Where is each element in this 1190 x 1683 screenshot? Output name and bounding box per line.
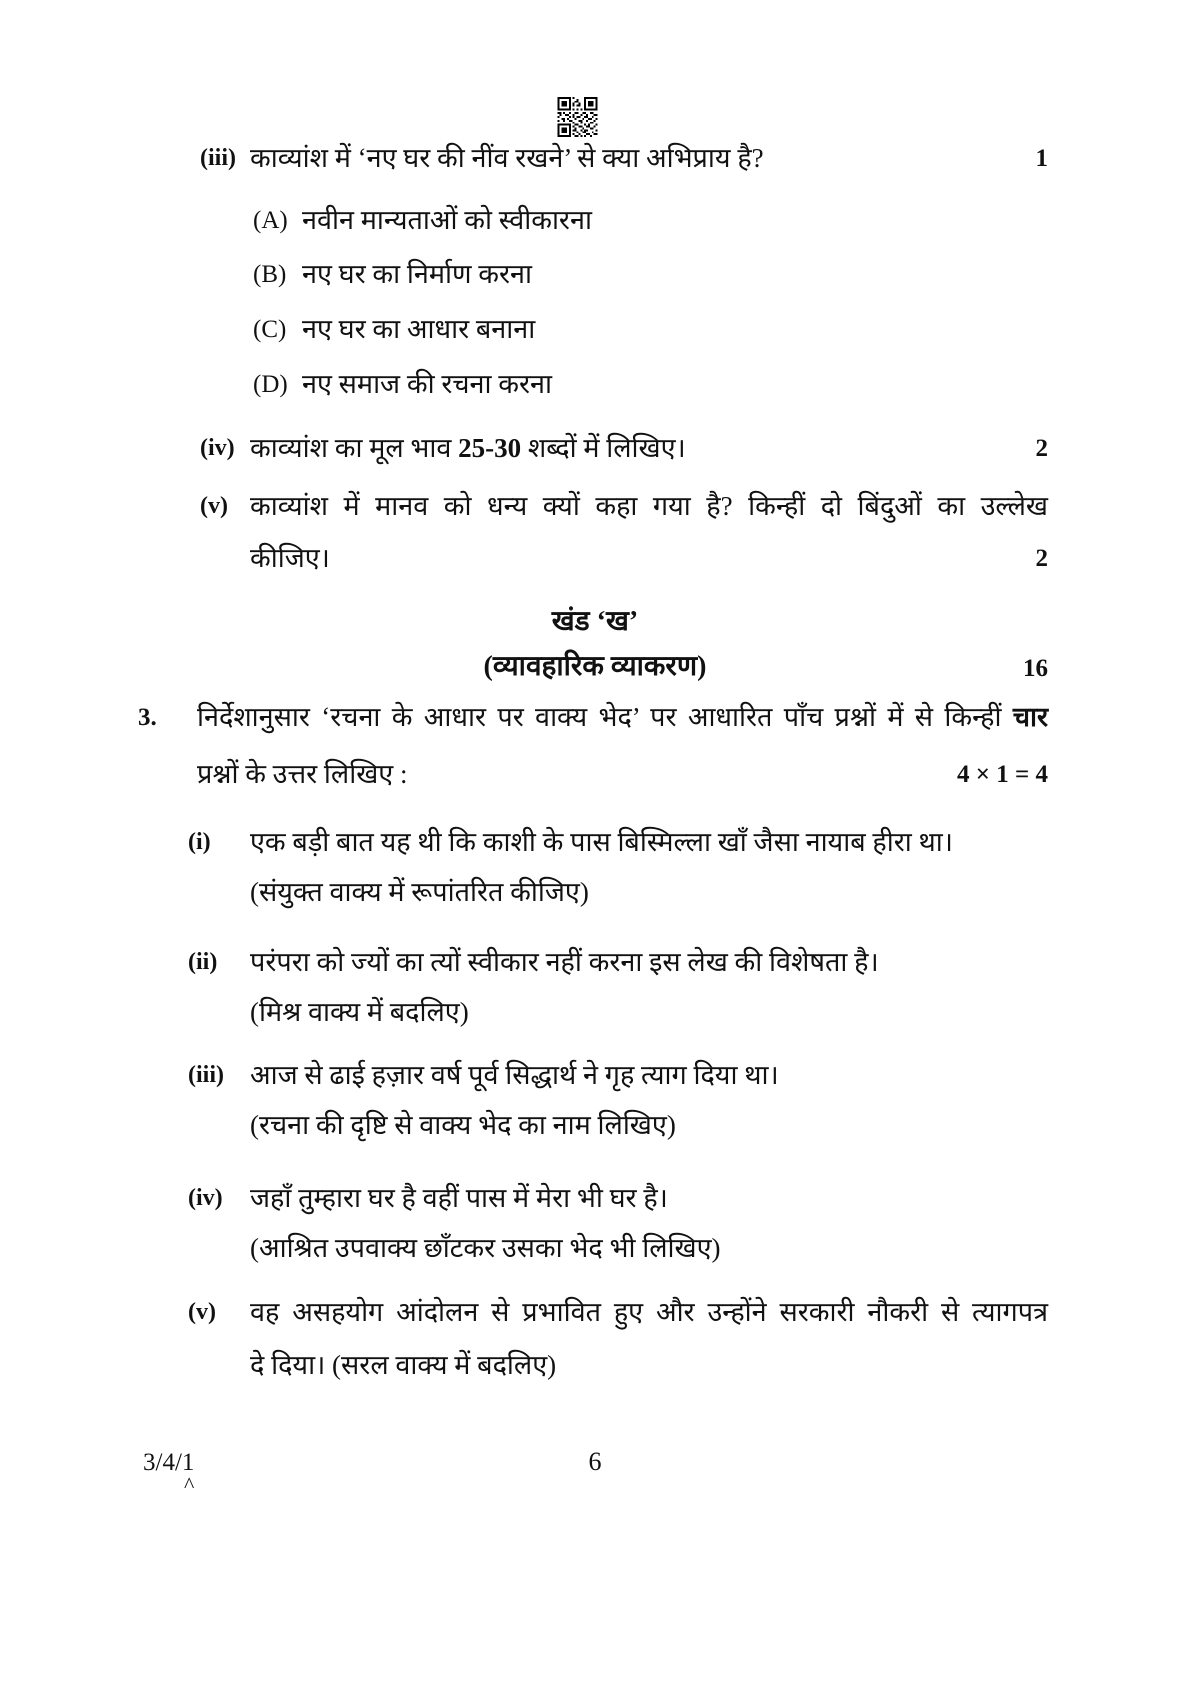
text-segment: निर्देशानुसार ‘रचना के आधार पर वाक्य भेद’ पर आधारित पाँच प्रश्नों में से किन्हीं (197, 702, 1013, 732)
caret-mark: ^ (184, 1472, 195, 1497)
marks-value: 2 (1035, 545, 1048, 572)
part-label: (iv) (200, 435, 235, 461)
item-instruction: (रचना की दृष्टि से वाक्य भेद का नाम लिखिए) (250, 1110, 676, 1140)
question-text (250, 430, 686, 467)
question-text (197, 699, 1048, 736)
option-label: (A) (253, 207, 288, 234)
part-label: (v) (200, 493, 228, 519)
part-label: (iii) (200, 145, 236, 171)
section-subtitle-text: (व्यावहारिक व्याकरण) (483, 651, 707, 682)
item-text: जहाँ तुम्हारा घर है वहीं पास में मेरा भी घर है। (250, 1183, 668, 1213)
option-label: (C) (253, 316, 287, 343)
item-text: दे दिया। (सरल वाक्य में बदलिए) (250, 1350, 557, 1380)
option-label: (D) (253, 371, 288, 398)
item-text: आज से ढाई हज़ार वर्ष पूर्व सिद्धार्थ ने गृह त्याग दिया था। (250, 1060, 779, 1090)
text-segment: शब्दों में लिखिए। (521, 433, 686, 463)
marks-value: 1 (1035, 145, 1048, 172)
paper-code: 3/4/1 (143, 1449, 195, 1476)
item-label: (v) (188, 1299, 216, 1325)
section-marks: 16 (1023, 655, 1048, 682)
option-text: नए समाज की रचना करना (302, 369, 552, 399)
item-text: एक बड़ी बात यह थी कि काशी के पास बिस्मिल्ला खाँ जैसा नायाब हीरा था। (250, 827, 953, 857)
question-text: प्रश्नों के उत्तर लिखिए : (197, 759, 408, 789)
item-label: (ii) (188, 949, 218, 975)
section-subtitle (0, 648, 1190, 686)
word-count-range: 25-30 (458, 433, 522, 463)
emphasis-word: चार (1012, 702, 1048, 732)
item-instruction: (मिश्र वाक्य में बदलिए) (250, 997, 469, 1027)
option-text: नए घर का आधार बनाना (302, 314, 536, 344)
question-number: 3. (138, 704, 157, 731)
item-instruction: (संयुक्त वाक्य में रूपांतरित कीजिए) (250, 877, 589, 907)
question-text: कीजिए। (250, 543, 330, 573)
text-segment: काव्यांश का मूल भाव (250, 433, 459, 463)
item-label: (iv) (188, 1185, 223, 1211)
marks-formula: 4 × 1 = 4 (957, 761, 1048, 788)
item-label: (i) (188, 829, 211, 855)
item-instruction: (आश्रित उपवाक्य छाँटकर उसका भेद भी लिखिए) (250, 1233, 721, 1263)
section-title-text: खंड ‘ख’ (551, 606, 639, 637)
page-number: 6 (588, 1447, 602, 1476)
option-text: नए घर का निर्माण करना (302, 259, 533, 289)
item-label: (iii) (188, 1062, 224, 1088)
item-text: परंपरा को ज्यों का त्यों स्वीकार नहीं करना इस लेख की विशेषता है। (250, 947, 879, 977)
section-title (0, 603, 1190, 641)
marks-value: 2 (1035, 435, 1048, 462)
qr-code-icon (557, 97, 598, 137)
option-label: (B) (253, 261, 287, 288)
question-text: काव्यांश में मानव को धन्य क्यों कहा गया है? किन्हीं दो बिंदुओं का उल्लेख (250, 491, 1048, 521)
option-text: नवीन मान्यताओं को स्वीकारना (302, 205, 592, 235)
question-text: काव्यांश में ‘नए घर की नींव रखने’ से क्या अभिप्राय है? (250, 143, 764, 173)
item-text: वह असहयोग आंदोलन से प्रभावित हुए और उन्होंने सरकारी नौकरी से त्यागपत्र (250, 1297, 1048, 1327)
